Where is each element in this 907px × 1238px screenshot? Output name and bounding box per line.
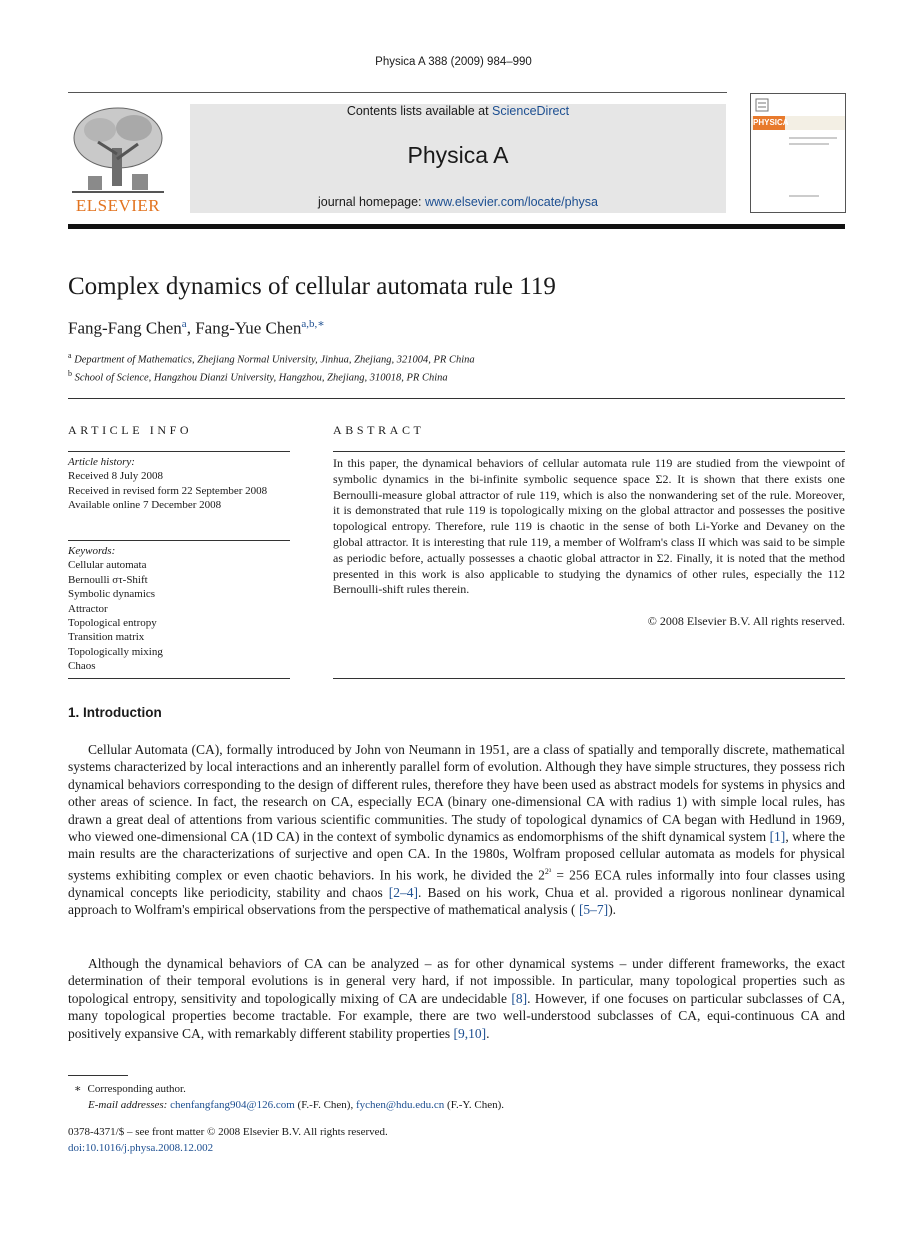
intro-paragraph-2 [68, 955, 845, 1042]
keyword: Cellular automata [68, 559, 147, 572]
section-heading: 1. Introduction [68, 705, 162, 720]
email-link[interactable]: chenfangfang904@126.com [170, 1099, 295, 1111]
affiliation-a-text: Department of Mathematics, Zhejiang Normal University, Jinhua, Zhejiang, 321004, PR China [74, 354, 475, 366]
p1-text-a: Cellular Automata (CA), formally introduced by John von Neumann in 1951, are a class of spatially and temporally discrete, mathematical systems characterized by local interactions and an inherently parallel form of evolution. Although they have simple structures, they possess rich dynamical behaviors corresponding to the design of different rules, therefore they have been used as abstract models for systems in physics and other areas of science. In fact, the research on CA, especially ECA (binary one-dimensional CA with radius 1) with simple local rules, has drawn a great deal of attentions from various scientific communities. The study of topological dynamics of CA began with Hedlund in 1969, who viewed one-dimensional CA (1D CA) in the context of symbolic dynamics as endomorphisms of the shift dynamical system [68, 742, 845, 845]
footnote-rule [68, 1075, 128, 1076]
author-list [68, 317, 325, 339]
keyword: Attractor [68, 602, 108, 615]
p2-text-c: . [486, 1025, 490, 1041]
abstract-text: In this paper, the dynamical behaviors of cellular automata rule 119 are studied from the viewpoint of symbolic dynamics in the bi-infinite symbolic sequence space Σ2. It is shown that there exists one Bernoulli-measure global attractor of rule 119, which is also the nonwandering set of the rule. Moreover, it is demonstrated that rule 119 is topologically mixing on the global attractor and possesses the positive topological entropy. Therefore, rule 119 is chaotic in the sense of both Li-Yorke and Devaney on the global attractor. It is interesting that rule 119, a member of Wolfram's class II which was said to be simple as periodic before, actually possesses a chaotic global attractor in Σ2. Finally, it is noted that the method presented in this work is also applicable to studying the dynamics of other rules, especially the 112 Bernoulli-shift rules therein. [333, 456, 845, 597]
sciencedirect-link[interactable]: ScienceDirect [492, 104, 570, 118]
keywords-label: Keywords: [68, 545, 116, 557]
article-history [68, 455, 290, 513]
corresponding-star: ∗ [74, 1083, 82, 1095]
front-matter-notes [68, 1124, 388, 1156]
cover-text-lines-icon [789, 134, 841, 204]
p1-text-b: , where the main results are the characterizations of surjective and open CA. In the 1980s, Wolfram proposed cellular automata as models for physical systems exhibiting complex or even chaotic behaviors. In his work, he divided the 2 [68, 829, 845, 883]
corresponding-author-note [68, 1081, 504, 1097]
keyword: Symbolic dynamics [68, 588, 156, 601]
intro-paragraph-1 [68, 741, 845, 919]
article-info-rule-bottom [68, 678, 290, 679]
author-1-affil-mark[interactable]: a [181, 318, 187, 330]
email-note [68, 1097, 504, 1113]
email-owner: (F.-Y. Chen). [444, 1099, 505, 1111]
author-2: Fang-Yue Chen [195, 318, 302, 338]
contents-prefix: Contents lists available at [346, 104, 493, 118]
contents-line [190, 104, 726, 118]
email-owner: (F.-F. Chen), [294, 1099, 356, 1111]
abstract-rule-bottom [333, 678, 845, 679]
p1-text-d: . Based on his work, Chua et al. provided a rigorous nonlinear dynamical approach to Wolfram's empirical observations from the perspective of mathematical analysis ( [68, 884, 845, 918]
homepage-link[interactable]: www.elsevier.com/locate/physa [425, 195, 599, 209]
p1-text-c: = 256 ECA rules informally into four classes using dynamical concepts like periodicity, stability and chaos [68, 867, 845, 900]
online-date: Available online 7 December 2008 [68, 499, 222, 512]
received-date: Received 8 July 2008 [68, 470, 164, 483]
keyword: Transition matrix [68, 631, 145, 644]
homepage-prefix: journal homepage: [317, 195, 426, 209]
journal-cover-thumbnail[interactable] [750, 93, 846, 213]
keyword: Topologically mixing [68, 645, 163, 658]
abstract-rule-top [333, 451, 845, 452]
author-2-affil-mark[interactable]: a,b,∗ [301, 318, 325, 330]
abstract-copyright: © 2008 Elsevier B.V. All rights reserved. [647, 614, 845, 628]
citation-link[interactable]: [8] [511, 990, 528, 1006]
cover-title: PHYSICA [753, 116, 785, 130]
author-1: Fang-Fang Chen [68, 318, 182, 338]
cover-logo-icon [755, 98, 769, 112]
homepage-line [190, 195, 726, 209]
p1-text-e: ). [608, 902, 617, 918]
p2-text-a: Although the dynamical behaviors of CA can be analyzed – as for other dynamical systems – under different frameworks, the exact determination of their temporal evolutions is in general very hard, if not impossible. In particular, many topological properties such as topological entropy, sensitivity and topologically mixing of CA are undecidable [68, 956, 845, 1006]
email-link[interactable]: fychen@hdu.edu.cn [355, 1099, 445, 1111]
header-top-rule [68, 92, 727, 93]
p1-exponent: 2³ [544, 866, 552, 876]
affiliation-a [68, 351, 475, 366]
header-thick-rule [68, 224, 845, 229]
article-info-rule-middle [68, 540, 290, 541]
keyword: Bernoulli στ-Shift [68, 573, 148, 586]
p2-text-b: . However, if one focuses on particular subclasses of CA, many topological properties become tractable. For example, there are two well-understood subclasses of CA, equi-continuous CA and positively expansive CA, with remarkably different stability properties [68, 990, 845, 1041]
keyword: Chaos [68, 660, 96, 673]
revised-date: Received in revised form 22 September 2008 [68, 484, 268, 497]
corresponding-label: Corresponding author. [87, 1083, 186, 1095]
article-info-heading: ARTICLE INFO [68, 423, 193, 437]
email-label: E-mail addresses: [88, 1099, 168, 1111]
title-block-rule [68, 398, 845, 399]
affiliation-b [68, 369, 448, 384]
article-title: Complex dynamics of cellular automata rule 119 [68, 273, 556, 300]
citation-link[interactable]: [2–4] [388, 884, 419, 900]
citation-link[interactable]: [9,10] [453, 1025, 487, 1041]
doi-link[interactable]: doi:10.1016/j.physa.2008.12.002 [68, 1142, 214, 1154]
citation-link[interactable]: [5–7] [578, 902, 609, 918]
keywords [68, 544, 290, 674]
history-label: Article history: [68, 456, 135, 468]
affil-mark-a: a [68, 351, 72, 360]
footnotes [68, 1081, 504, 1113]
elsevier-wordmark[interactable]: ELSEVIER [75, 196, 161, 215]
author-separator: , [186, 318, 196, 338]
keyword: Topological entropy [68, 617, 157, 630]
affil-mark-b: b [68, 369, 72, 378]
issn-line: 0378-4371/$ – see front matter © 2008 Elsevier B.V. All rights reserved. [68, 1126, 388, 1138]
article-info-rule-top [68, 451, 290, 452]
journal-name: Physica A [407, 142, 509, 168]
abstract-heading: ABSTRACT [333, 423, 425, 437]
affiliation-b-text: School of Science, Hangzhou Dianzi University, Hangzhou, Zhejiang, 310018, PR China [74, 372, 448, 384]
citation-link[interactable]: [1] [769, 829, 786, 845]
journal-reference: Physica A 388 (2009) 984–990 [375, 56, 532, 68]
